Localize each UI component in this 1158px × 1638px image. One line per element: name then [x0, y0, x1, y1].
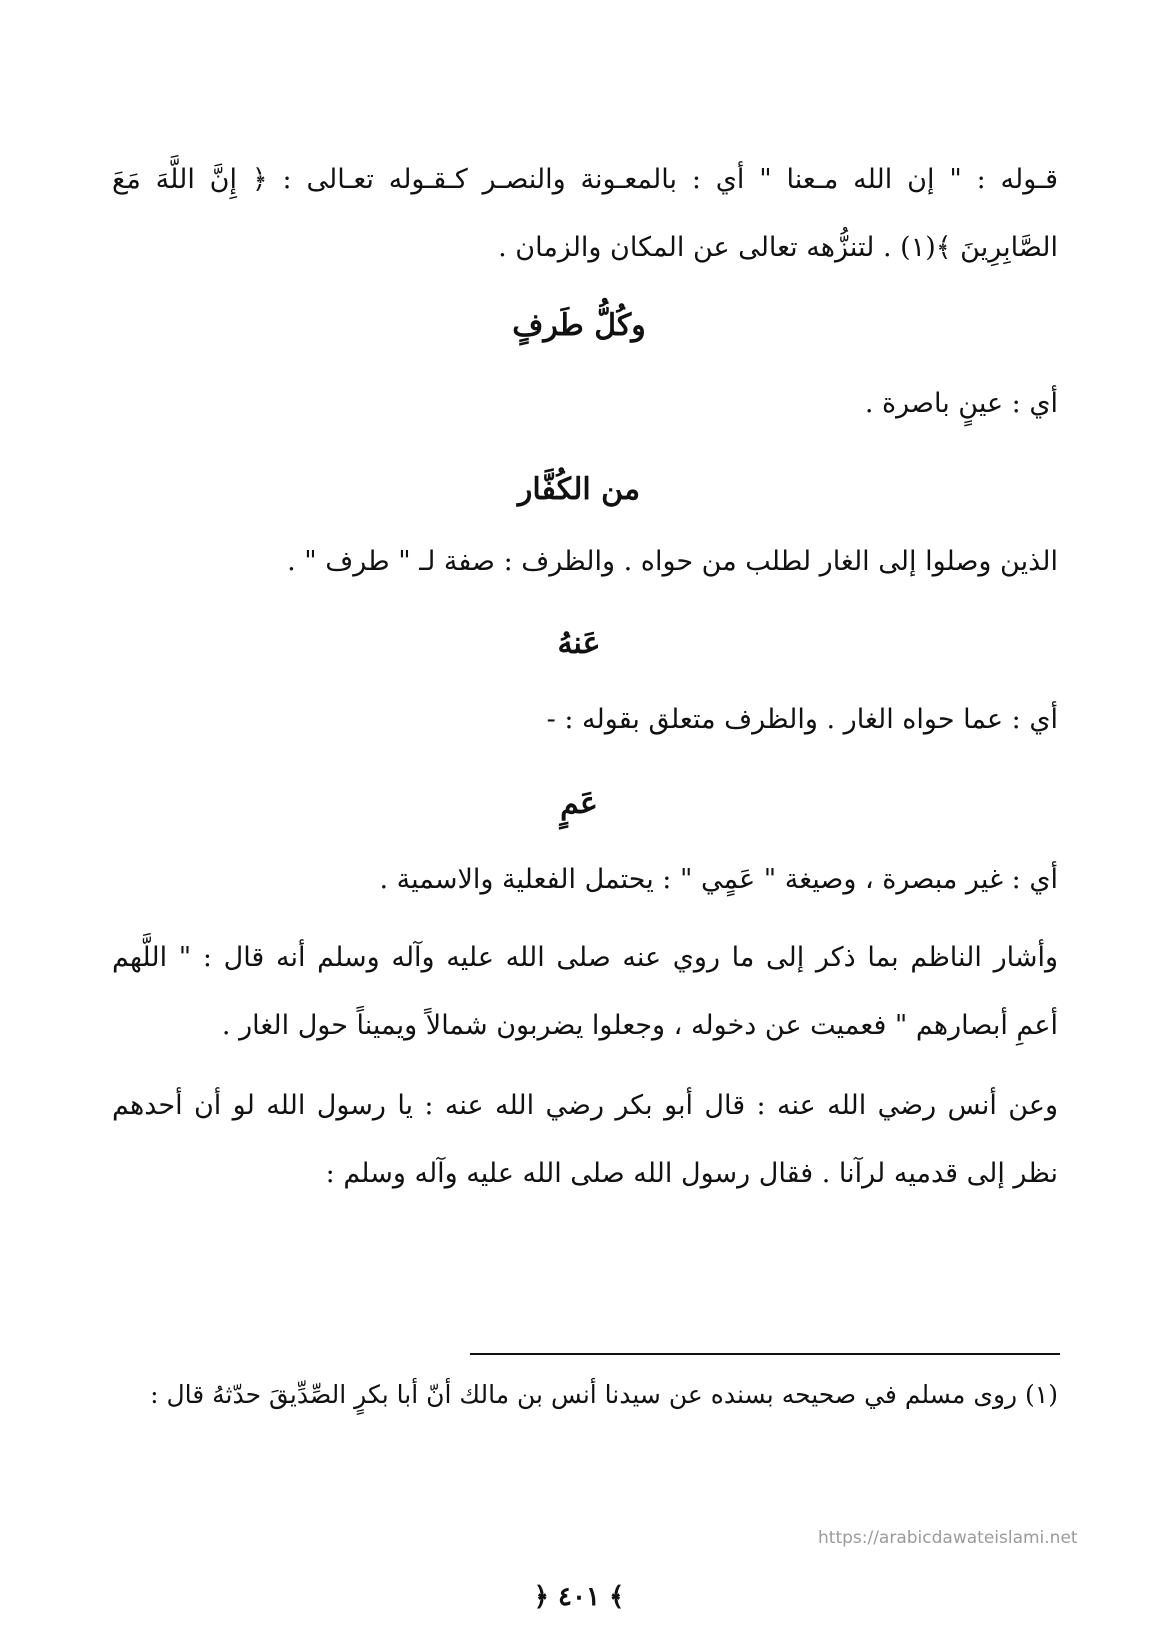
verse-heading-3: عَنهُ [557, 626, 601, 661]
paragraph-1: أي : عينٍ باصرة . [864, 388, 1058, 419]
paragraph-6-line-1: وعن أنس رضي الله عنه : قال أبو بكر رضي الله عنه : يا رسول الله لو أن أحدهم [112, 1090, 1058, 1121]
verse-heading-2: من الكُفَّار [517, 472, 641, 507]
paragraph-2: الذين وصلوا إلى الغار لطلب من حواه . والظرف : صفة لـ " طرف " . [287, 546, 1058, 577]
footnote-1: (١) روى مسلم في صحيحه بسنده عن سيدنا أنس بن مالك أنّ أبا بكرٍ الصِّدِّيقَ حدّثهُ قال : [150, 1380, 1058, 1409]
text-line-1: قـوله : " إن الله مـعنا " أي : بالمعـونة والنصـر كـقـوله تعـالى : ﴿ إِنَّ اللَّهَ مَعَ [112, 164, 1058, 195]
text-line-2: الصَّابِرِينَ ﴾(١) . لتنزُّهه تعالى عن المكان والزمان . [498, 232, 1058, 263]
paragraph-3: أي : عما حواه الغار . والظرف متعلق بقوله : - [546, 704, 1058, 735]
paragraph-5-line-1: وأشار الناظم بما ذكر إلى ما روي عنه صلى الله عليه وآله وسلم أنه قال : " اللَّهم [112, 942, 1058, 973]
source-watermark: https://arabicdawateislami.net [818, 1528, 1078, 1548]
verse-heading-4: عَمٍ [560, 786, 598, 821]
paragraph-4: أي : غير مبصرة ، وصيغة " عَمٍي " : يحتمل الفعلية والاسمية . [379, 864, 1058, 895]
paragraph-6-line-2: نظر إلى قدميه لرآنا . فقال رسول الله صلى الله عليه وآله وسلم : [325, 1158, 1058, 1189]
paragraph-5-line-2: أعمِ أبصارهم " فعميت عن دخوله ، وجعلوا يضربون شمالاً ويميناً حول الغار . [221, 1010, 1058, 1041]
verse-heading-1: وكُلُّ طَرفٍ [512, 308, 646, 343]
page-number: ﴿ ٤٠١ ﴾ [533, 1582, 625, 1612]
footnote-separator [470, 1353, 1060, 1355]
